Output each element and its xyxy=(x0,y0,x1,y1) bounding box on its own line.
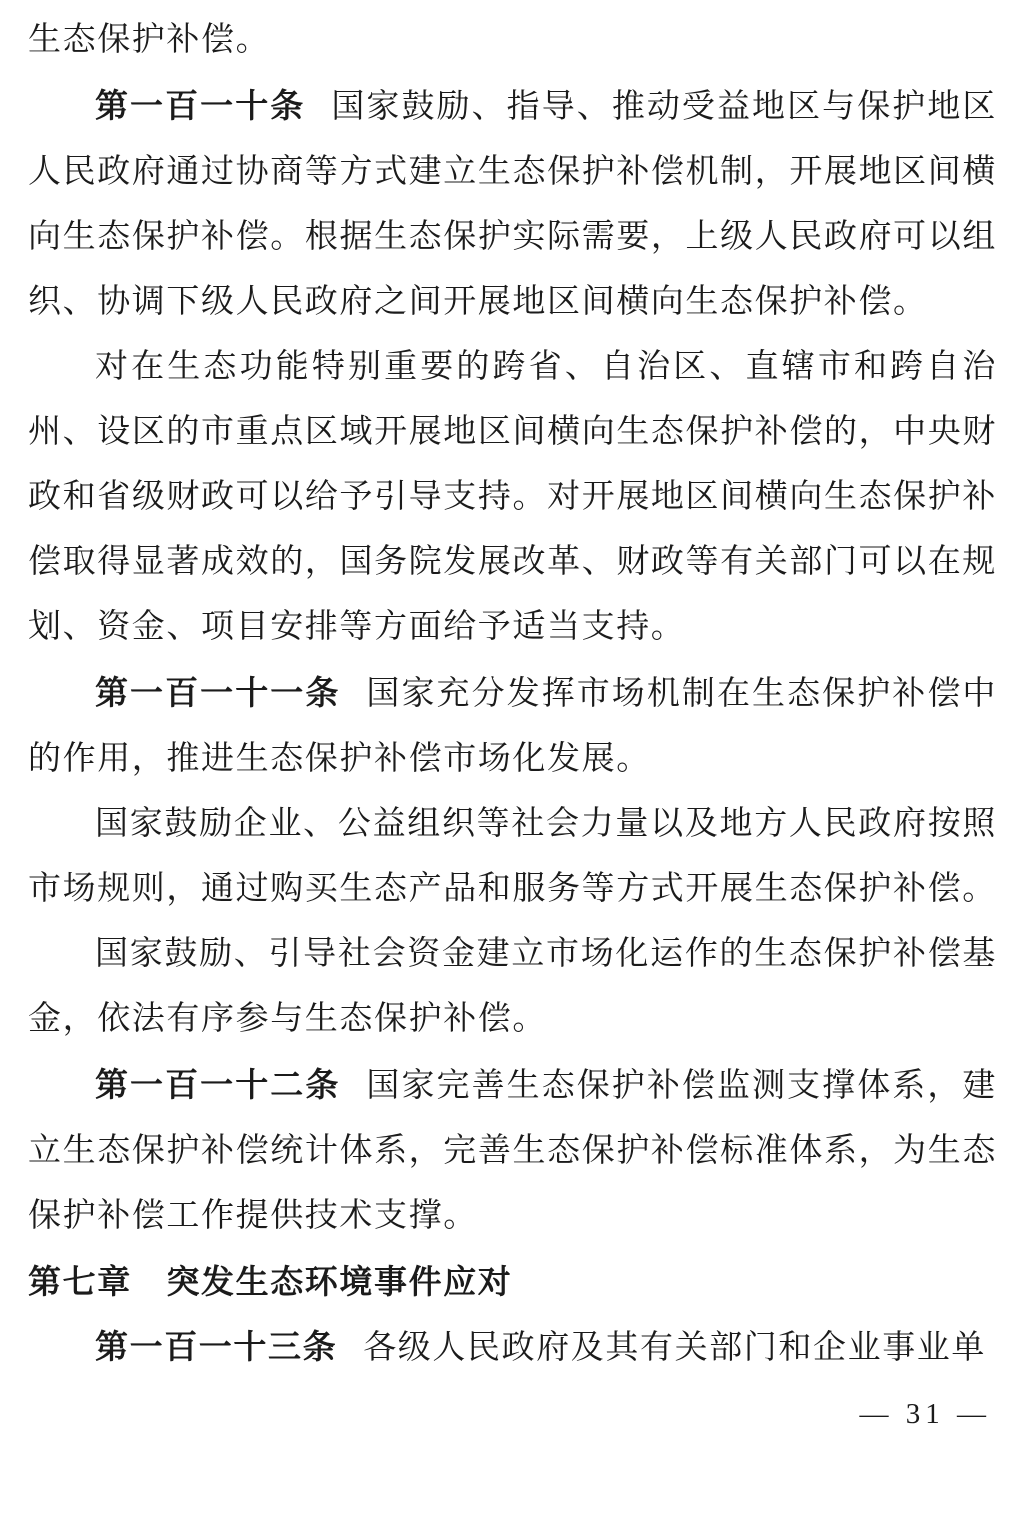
article-111-number-label: 第一百一十一条 xyxy=(95,674,341,711)
page-number: — 31 — xyxy=(859,1398,991,1430)
paragraph-text: 国家鼓励、指导、推动受益地区与保护地区人民政府通过协商等方式建立生态保护补偿机制，开展地区间横向生态保护补偿。根据生态保护实际需要，上级人民政府可以组织、协调下级人民政府之间开展地区间横向生态保护补偿。 xyxy=(28,89,997,320)
article-110-paragraph xyxy=(28,73,997,335)
paragraph-text: 国家鼓励企业、公益组织等社会力量以及地方人民政府按照市场规则，通过购买生态产品和服务等方式开展生态保护补偿。 xyxy=(28,806,997,907)
article-112-paragraph xyxy=(28,1052,997,1249)
article-111-paragraph xyxy=(28,660,997,792)
paragraph-text: 国家鼓励、引导社会资金建立市场化运作的生态保护补偿基金，依法有序参与生态保护补偿。 xyxy=(28,936,997,1037)
paragraph-text: 国家充分发挥市场机制在生态保护补偿中的作用，推进生态保护补偿市场化发展。 xyxy=(28,676,997,777)
article-112-number-label: 第一百一十二条 xyxy=(95,1066,341,1103)
paragraph-text: 各级人民政府及其有关部门和企业事业单 xyxy=(363,1330,987,1366)
chapter-7-heading: 第七章 突发生态环境事件应对 xyxy=(28,1263,513,1300)
article-111-paragraph-3 xyxy=(28,922,997,1052)
paragraph-continuation xyxy=(28,8,997,73)
article-113-number-label: 第一百一十三条 xyxy=(95,1328,338,1365)
paragraph-text: 对在生态功能特别重要的跨省、自治区、直辖市和跨自治州、设区的市重点区域开展地区间横向生态保护补偿的，中央财政和省级财政可以给予引导支持。对开展地区间横向生态保护补偿取得显著成效的，国务院发展改革、财政等有关部门可以在规划、资金、项目安排等方面给予适当支持。 xyxy=(28,349,997,645)
article-113-paragraph xyxy=(28,1314,997,1381)
article-110-number-label: 第一百一十条 xyxy=(95,87,306,124)
paragraph-text: 国家完善生态保护补偿监测支撑体系，建立生态保护补偿统计体系，完善生态保护补偿标准体系，为生态保护补偿工作提供技术支撑。 xyxy=(28,1068,997,1234)
article-110-paragraph-2 xyxy=(28,335,997,660)
article-111-paragraph-2 xyxy=(28,792,997,922)
paragraph-text: 生态保护补偿。 xyxy=(28,22,271,58)
